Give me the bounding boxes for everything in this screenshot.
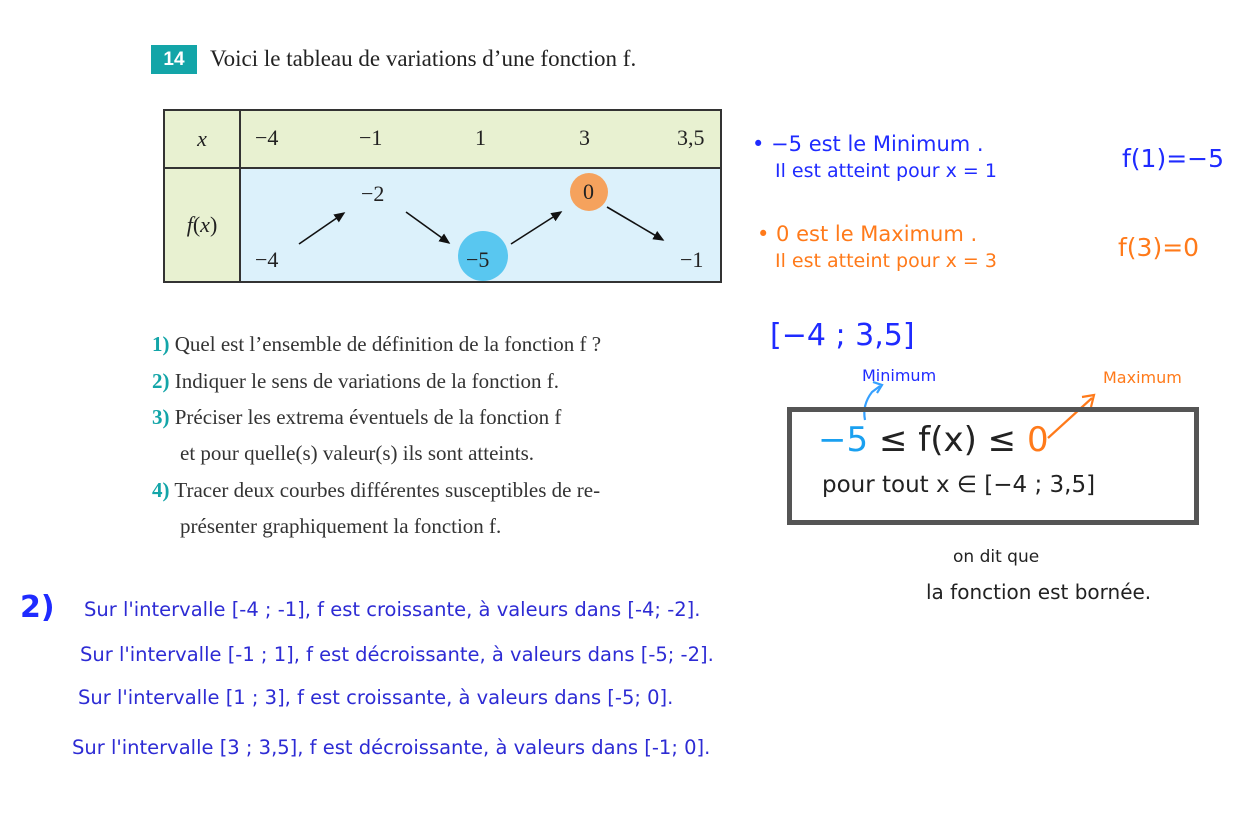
x-value: −1: [359, 125, 383, 150]
x-value: 3,5: [677, 125, 705, 150]
f-value-min: −5: [466, 247, 490, 272]
f-value: −1: [680, 247, 704, 272]
answer-2-line: Sur l'intervalle [3 ; 3,5], f est décroissante, à valeurs dans [-1; 0].: [72, 736, 711, 759]
x-values-row: [240, 110, 721, 168]
answer-2-label: 2): [20, 590, 55, 625]
bound-domain: pour tout x ∈ [−4 ; 3,5]: [822, 472, 1096, 498]
note-min-eq: f(1)=−5: [1122, 144, 1225, 173]
answer-2-line: Sur l'intervalle [-1 ; 1], f est décroissante, à valeurs dans [-5; -2].: [80, 643, 714, 666]
f-values-row: [240, 168, 721, 282]
f-value: −2: [361, 181, 385, 206]
answer-2-line: Sur l'intervalle [1 ; 3], f est croissante, à valeurs dans [-5; 0].: [78, 686, 674, 709]
x-value: −4: [255, 125, 279, 150]
note-min-1: • −5 est le Minimum .: [752, 132, 984, 156]
x-value: 3: [579, 125, 590, 150]
bound-max: 0: [1026, 420, 1049, 460]
x-header: x: [164, 110, 240, 168]
note-max-2: Il est atteint pour x = 3: [775, 250, 997, 272]
f-value: −4: [255, 247, 279, 272]
note-max-eq: f(3)=0: [1118, 233, 1200, 262]
label-minimum: Minimum: [862, 366, 937, 385]
domain-answer: [−4 ; 3,5]: [770, 318, 915, 353]
bound-mid: ≤ f(x) ≤: [878, 420, 1017, 460]
bounded-note-2: la fonction est bornée.: [926, 580, 1152, 604]
question-3-cont: et pour quelle(s) valeur(s) ils sont atteints.: [180, 441, 534, 465]
variation-table: [163, 109, 722, 283]
note-max-1: • 0 est le Maximum .: [757, 222, 978, 246]
bound-min: −5: [818, 420, 869, 460]
note-min-2: Il est atteint pour x = 1: [775, 160, 997, 182]
answer-2-line: Sur l'intervalle [-4 ; -1], f est croissante, à valeurs dans [-4; -2].: [84, 598, 701, 621]
f-header: f(x): [164, 168, 240, 282]
exercise-number: 14: [151, 45, 197, 74]
question-2: 2) Indiquer le sens de variations de la fonction f.: [152, 369, 560, 393]
bound-inequality: [818, 420, 1049, 460]
x-value: 1: [475, 125, 486, 150]
question-4: 4) Tracer deux courbes différentes susceptibles de re-: [152, 478, 601, 502]
bounded-note-1: on dit que: [953, 547, 1040, 567]
question-3: 3) Préciser les extrema éventuels de la fonction f: [152, 405, 562, 429]
label-maximum: Maximum: [1103, 368, 1182, 387]
question-1: 1) Quel est l’ensemble de définition de la fonction f ?: [152, 332, 602, 356]
f-value-max: 0: [583, 179, 594, 204]
exercise-title: Voici le tableau de variations d’une fonction f.: [210, 46, 637, 71]
question-4-cont: présenter graphiquement la fonction f.: [180, 514, 502, 538]
